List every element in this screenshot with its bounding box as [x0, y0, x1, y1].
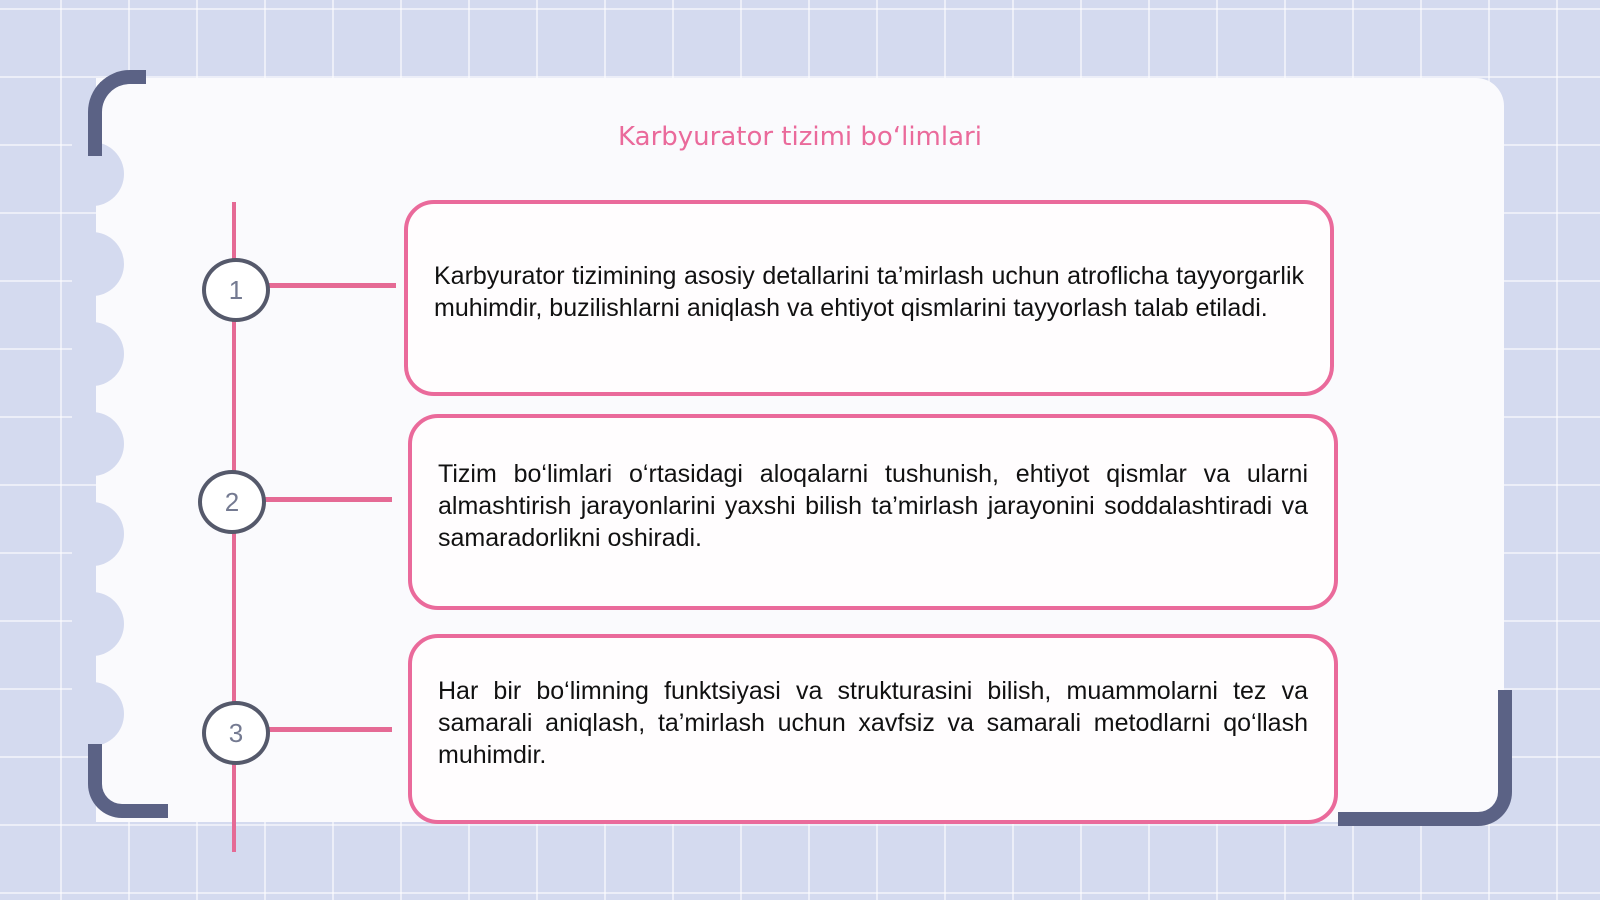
step-card — [408, 414, 1338, 610]
step-text: Karbyurator tizimining asosiy detallarini ta’mirlash uchun atroflicha tayyorgarlik muhimdir, buzilishlarni aniqlash va ehtiyot qismlarini tayyorlash talab etiladi. — [434, 262, 1304, 322]
frame-corner-bottom-left — [88, 744, 168, 818]
step-number-badge: 2 — [198, 470, 266, 534]
frame-corner-bottom-right — [1338, 690, 1512, 826]
step-card — [404, 200, 1334, 396]
step-number-badge: 3 — [202, 701, 270, 765]
step-text: Har bir bo‘limning funktsiyasi va strukturasini bilish, muammolarni tez va samarali aniqlash, ta’mirlash uchun xavfsiz va samarali metodlarni qo‘llash muhimdir. — [438, 677, 1308, 769]
slide-title: Karbyurator tizimi bo‘limlari — [618, 122, 982, 152]
timeline-connector — [262, 283, 396, 288]
step-card — [408, 634, 1338, 824]
step-text: Tizim bo‘limlari o‘rtasidagi aloqalarni tushunish, ehtiyot qismlar va ularni almashtirish jarayonlarini yaxshi bilish ta’mirlash jarayonini soddalashtiradi va samaradorlikni oshiradi. — [438, 460, 1308, 552]
step-number-badge: 1 — [202, 258, 270, 322]
timeline-connector — [262, 727, 392, 732]
timeline-connector — [258, 497, 392, 502]
